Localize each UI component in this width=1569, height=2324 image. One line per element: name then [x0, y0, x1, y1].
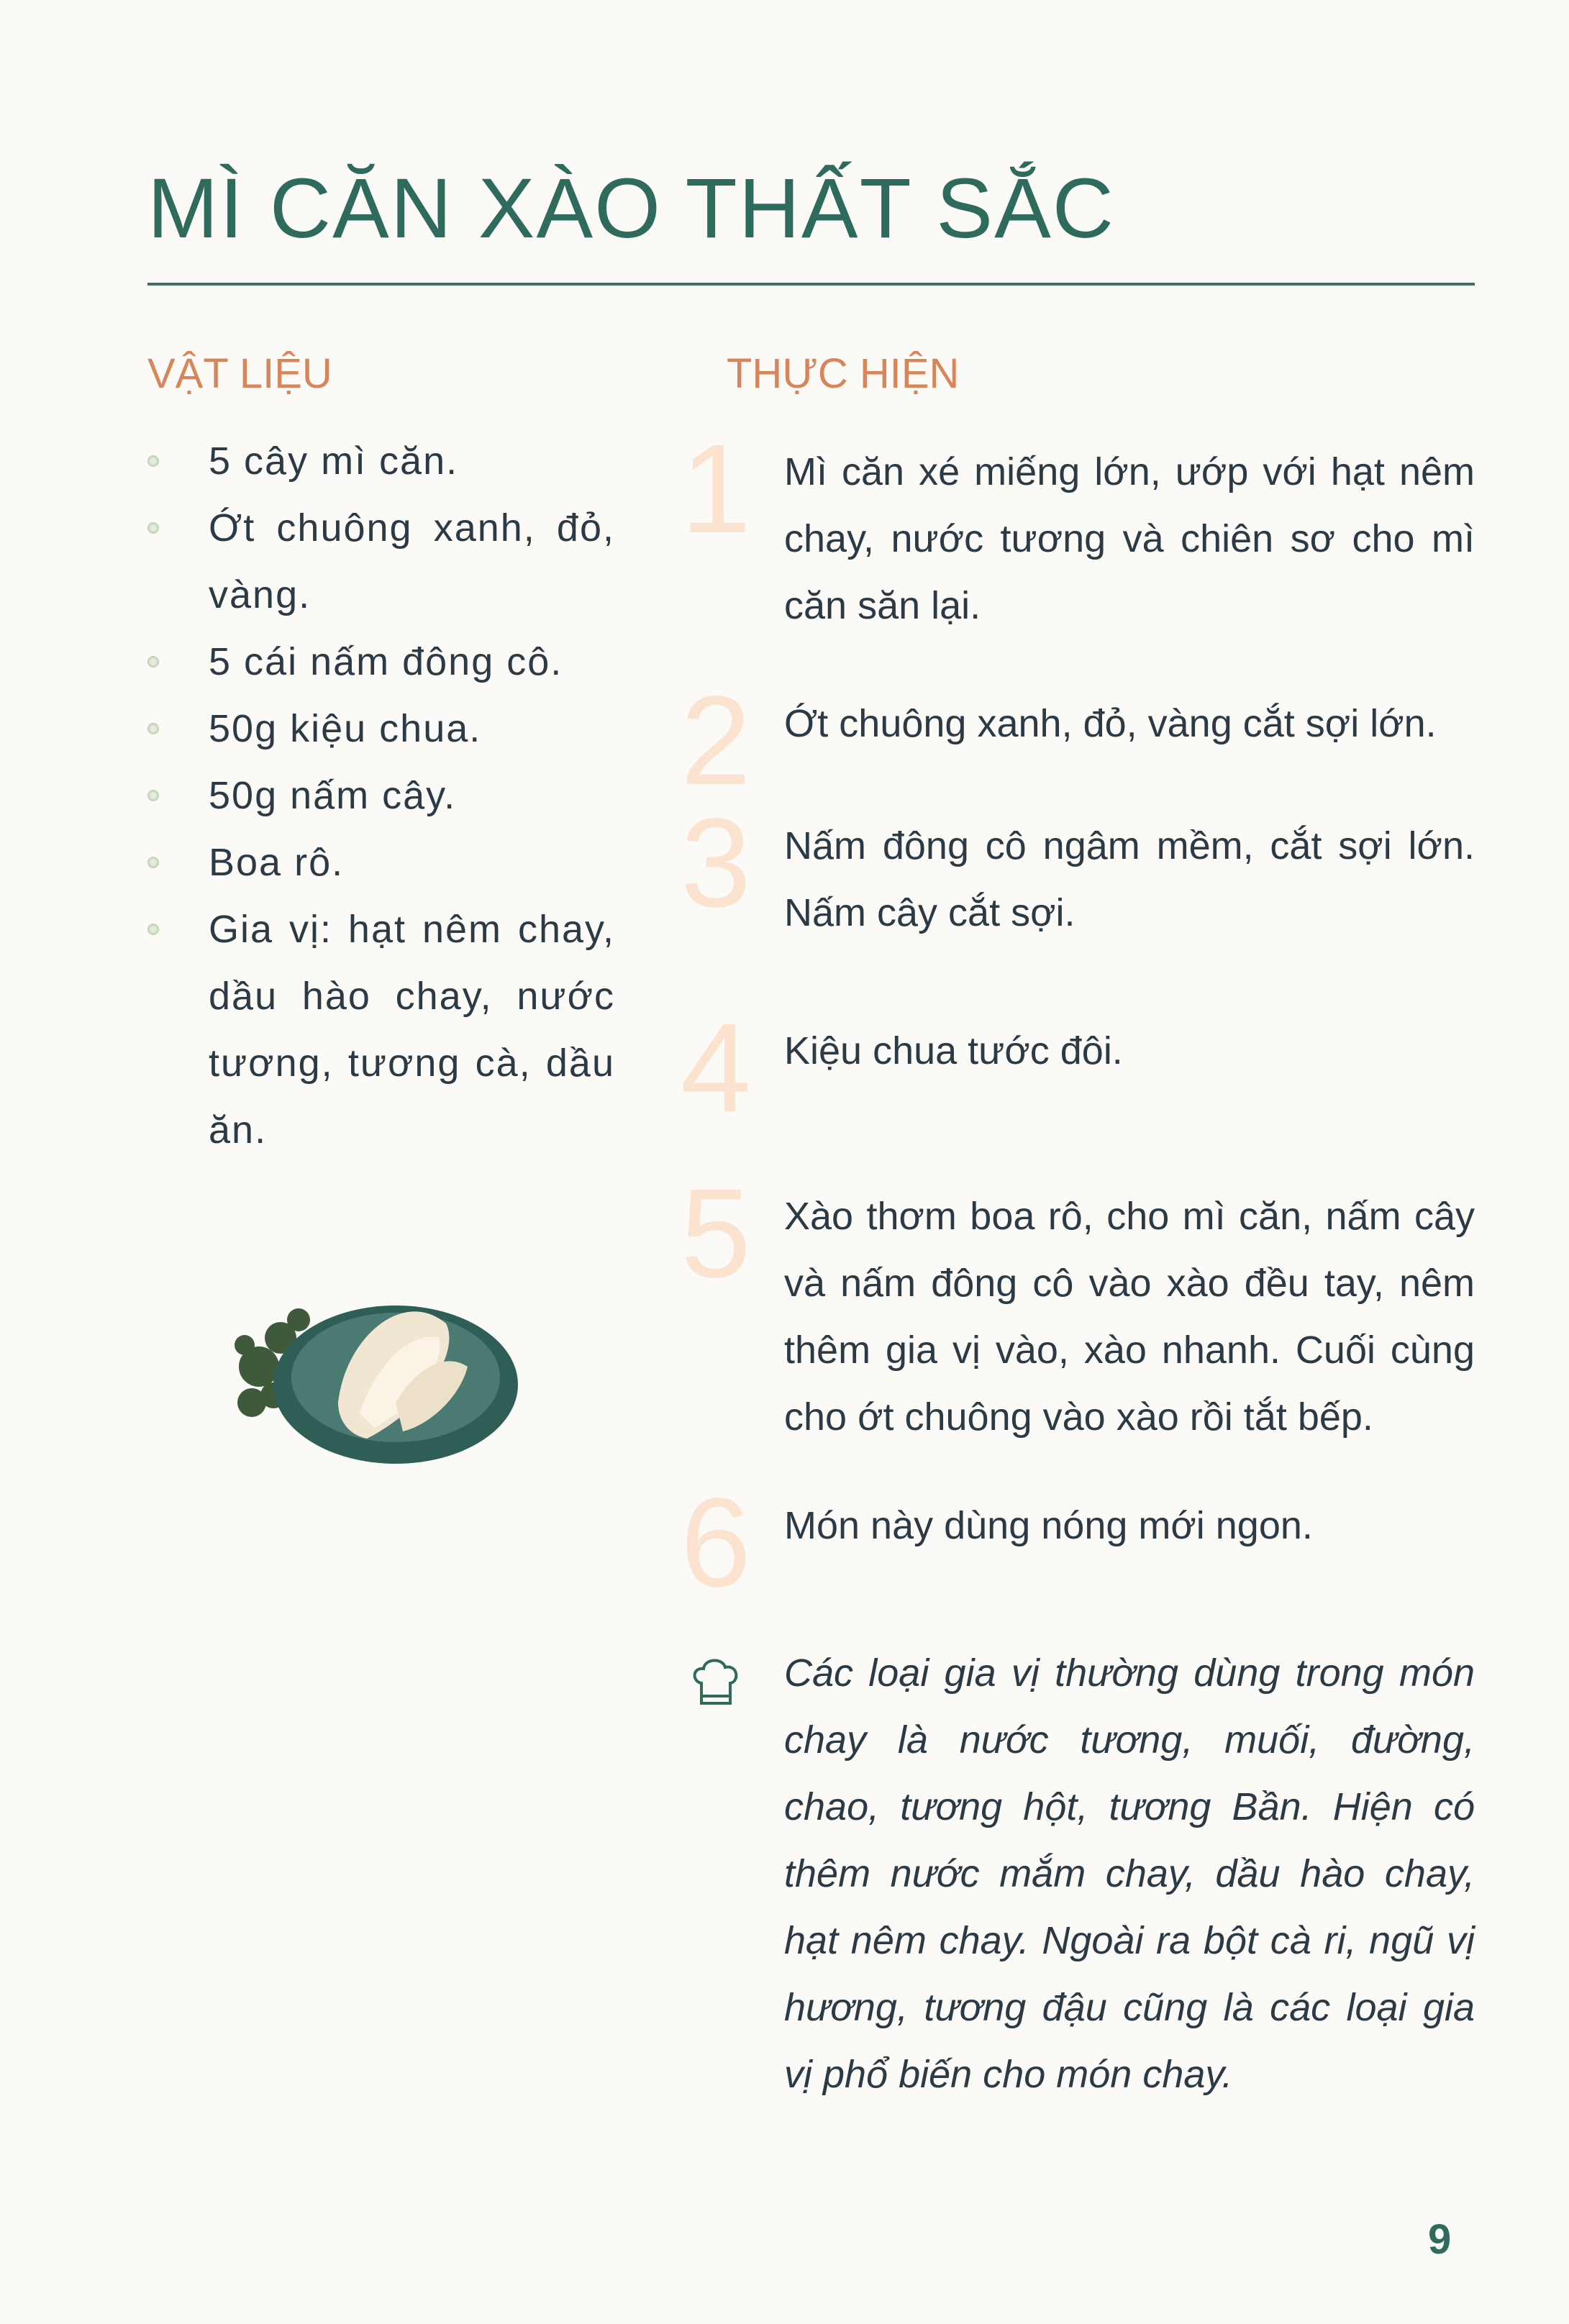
ingredient-item: 50g nấm cây.: [147, 762, 615, 829]
step-text: Kiệu chua tước đôi.: [784, 1029, 1123, 1072]
step-text: Món này dùng nóng mới ngon.: [784, 1504, 1313, 1547]
step-number: 2: [681, 670, 751, 811]
bullet-icon: [147, 455, 159, 467]
ingredient-item: Ớt chuông xanh, đỏ, vàng.: [147, 495, 615, 629]
step-text: Xào thơm boa rô, cho mì căn, nấm cây và nấm đông cô vào xào đều tay, nêm thêm gia vị vào, xào nhanh. Cuối cùng cho ớt chuông vào xào rồi tắt bếp.: [784, 1195, 1475, 1439]
ingredients-list: [147, 428, 615, 1164]
dish-illustration: [230, 1259, 532, 1475]
ingredient-item: Boa rô.: [147, 829, 615, 896]
bullet-icon: [147, 723, 159, 734]
ingredient-item: 5 cây mì căn.: [147, 428, 615, 495]
step-number: 6: [681, 1472, 751, 1613]
bullet-icon: [147, 790, 159, 801]
step-text: Ớt chuông xanh, đỏ, vàng cắt sợi lớn.: [784, 702, 1437, 745]
page-title: MÌ CĂN XÀO THẤT SẮC: [147, 161, 1115, 256]
method-heading: THỰC HIỆN: [727, 350, 960, 397]
ingredient-item: 50g kiệu chua.: [147, 696, 615, 762]
step-text: Mì căn xé miếng lớn, ướp với hạt nêm chay, nước tương và chiên sơ cho mì căn săn lại.: [784, 450, 1475, 627]
step-5: [669, 1163, 1478, 1457]
step-number: 1: [681, 419, 751, 560]
step-6: [669, 1472, 1478, 1613]
step-2: [669, 670, 1478, 811]
step-4: [669, 998, 1478, 1139]
step-number: 5: [681, 1163, 751, 1304]
ingredient-item: Gia vị: hạt nêm chay, dầu hào chay, nước tương, tương cà, dầu ăn.: [147, 896, 615, 1164]
step-text: Nấm đông cô ngâm mềm, cắt sợi lớn. Nấm cây cắt sợi.: [784, 824, 1475, 934]
bullet-icon: [147, 924, 159, 935]
ingredients-heading: VẬT LIỆU: [147, 350, 332, 397]
bullet-icon: [147, 857, 159, 868]
ingredient-item: 5 cái nấm đông cô.: [147, 629, 615, 696]
step-number: 4: [681, 998, 751, 1139]
page-number: 9: [1428, 2216, 1452, 2263]
chef-hat-icon: [691, 1654, 741, 1712]
bullet-icon: [147, 656, 159, 667]
step-1: [669, 419, 1478, 627]
step-number: 3: [681, 793, 751, 934]
tip-text: Các loại gia vị thường dùng trong món chay là nước tương, muối, đường, chao, tương hột, tương Bần. Hiện có thêm nước mắm chay, dầu hào chay, hạt nêm chay. Ngoài ra bột cà ri, ngũ vị hương, tương đậu cũng là các loại gia vị phổ biến cho món chay.: [784, 1651, 1475, 2096]
step-3: [669, 793, 1478, 942]
title-divider: [147, 283, 1475, 286]
bullet-icon: [147, 522, 159, 534]
